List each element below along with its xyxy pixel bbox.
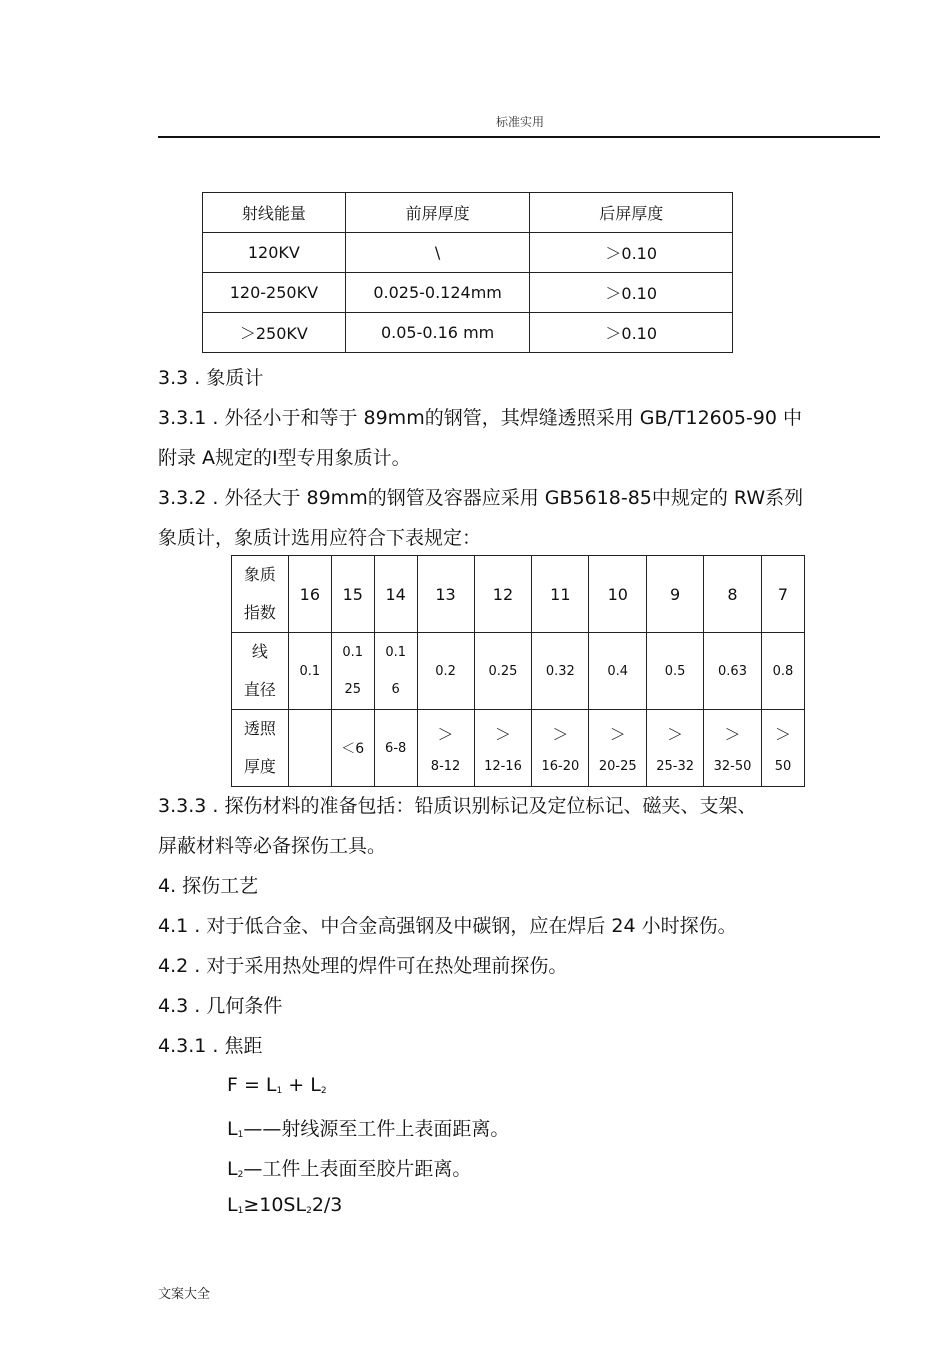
thickness-line: 20-25 xyxy=(598,759,637,774)
row-label xyxy=(232,556,289,633)
thickness-line: ＞ xyxy=(609,725,626,744)
thickness-line: ＞ xyxy=(724,725,741,744)
thickness-cell xyxy=(647,710,704,787)
index-cell: 9 xyxy=(647,556,704,633)
diameter-cell: 0.8 xyxy=(761,633,804,710)
section-3-3-1-line2: 附录 A规定的Ⅰ型专用象质计。 xyxy=(158,447,411,469)
thickness-line: 32-50 xyxy=(713,759,752,774)
thickness-line: ＞ xyxy=(774,725,791,744)
thickness-cell xyxy=(417,710,474,787)
row-label-line: 线 xyxy=(251,642,268,661)
thickness-line: 12-16 xyxy=(484,759,522,774)
index-cell: 14 xyxy=(374,556,417,633)
formula-text: L xyxy=(227,1158,238,1180)
wire-diameter-row xyxy=(232,633,805,710)
thickness-row xyxy=(232,710,805,787)
row-label xyxy=(232,710,289,787)
table-row xyxy=(203,313,733,353)
section-3-3-3-line2: 屏蔽材料等必备探伤工具。 xyxy=(158,835,387,857)
diameter-cell: 0.32 xyxy=(532,633,589,710)
section-4-1: 4.1 . 对于低合金、中合金高强钢及中碳钢，应在焊后 24 小时探伤。 xyxy=(158,915,737,937)
iqi-index-row xyxy=(232,556,805,633)
formula-subscript: 2 xyxy=(320,1086,327,1096)
table-row xyxy=(203,273,733,313)
thickness-cell xyxy=(474,710,532,787)
row-label-line: 指数 xyxy=(243,603,276,622)
formula-text: L xyxy=(227,1118,238,1140)
index-cell: 12 xyxy=(474,556,532,633)
table-cell: ＞0.10 xyxy=(530,313,733,353)
diameter-line: 25 xyxy=(344,682,362,697)
diameter-cell: 0.63 xyxy=(704,633,762,710)
table-row xyxy=(203,233,733,273)
diameter-cell: 0.1 xyxy=(288,633,331,710)
thickness-cell: 6-8 xyxy=(374,710,417,787)
thickness-cell xyxy=(288,710,331,787)
l2-definition xyxy=(227,1154,471,1181)
diameter-cell: 0.5 xyxy=(647,633,704,710)
section-4-3-heading: 4.3 . 几何条件 xyxy=(158,995,283,1017)
diameter-line: 0.1 xyxy=(385,645,406,660)
index-cell: 13 xyxy=(417,556,474,633)
row-label xyxy=(232,633,289,710)
header-rule xyxy=(158,136,880,138)
thickness-line: ＞ xyxy=(667,725,684,744)
index-cell: 16 xyxy=(288,556,331,633)
thickness-line: ＞ xyxy=(437,725,454,744)
section-3-3-2-line1: 3.3.2 . 外径大于 89mm的钢管及容器应采用 GB5618-85中规定的 RW系列 xyxy=(158,487,804,509)
thickness-line: 16-20 xyxy=(541,759,580,774)
thickness-cell xyxy=(704,710,762,787)
thickness-line: 8-12 xyxy=(430,759,461,774)
diameter-cell: 0.25 xyxy=(474,633,532,710)
thickness-line: ＞ xyxy=(494,725,511,744)
table-cell: 120-250KV xyxy=(203,273,346,313)
row-label-line: 透照 xyxy=(243,719,276,738)
table-cell: ＞250KV xyxy=(203,313,346,353)
diameter-line: 0.1 xyxy=(342,645,364,660)
section-4-2: 4.2 . 对于采用热处理的焊件可在热处理前探伤。 xyxy=(158,955,568,977)
table-cell: 120KV xyxy=(203,233,346,273)
thickness-line: 25-32 xyxy=(656,759,695,774)
page-footer: 文案大全 xyxy=(158,1287,211,1302)
screen-thickness-table xyxy=(202,192,733,353)
diameter-cell xyxy=(374,633,417,710)
formula-subscript: 1 xyxy=(237,1206,244,1216)
focal-distance-formula xyxy=(227,1074,327,1096)
l1-condition xyxy=(227,1194,342,1216)
formula-subscript: 1 xyxy=(276,1086,283,1096)
formula-text: + L xyxy=(282,1074,321,1096)
table-cell: 0.05-0.16 mm xyxy=(345,313,530,353)
row-label-line: 厚度 xyxy=(243,757,276,776)
table-cell: 0.025-0.124mm xyxy=(345,273,530,313)
table-cell: ＞0.10 xyxy=(530,273,733,313)
row-label-line: 直径 xyxy=(243,680,276,699)
formula-subscript: 2 xyxy=(237,1170,244,1180)
l1-definition xyxy=(227,1114,509,1141)
diameter-cell: 0.2 xyxy=(417,633,474,710)
section-3-3-1-line1: 3.3.1 . 外径小于和等于 89mm的钢管，其焊缝透照采用 GB/T12605-90 中 xyxy=(158,407,803,429)
section-3-3-3-line1: 3.3.3 . 探伤材料的准备包括：铅质识别标记及定位标记、磁夹、支架、 xyxy=(158,795,757,817)
formula-text: L xyxy=(227,1194,238,1216)
thickness-line: 50 xyxy=(774,759,792,774)
index-cell: 15 xyxy=(331,556,374,633)
section-3-3-heading: 3.3 . 象质计 xyxy=(158,367,264,389)
table-cell: ＞0.10 xyxy=(530,233,733,273)
index-cell: 7 xyxy=(761,556,804,633)
formula-text: ——射线源至工件上表面距离。 xyxy=(243,1118,510,1140)
thickness-line: ＞ xyxy=(552,725,569,744)
header-cell: 射线能量 xyxy=(203,193,346,233)
section-4-3-1-heading: 4.3.1 . 焦距 xyxy=(158,1035,263,1057)
section-3-3-2-line2: 象质计，象质计选用应符合下表规定： xyxy=(158,527,482,549)
index-cell: 11 xyxy=(532,556,589,633)
header-cell: 后屏厚度 xyxy=(530,193,733,233)
page-header: 标准实用 xyxy=(495,115,544,129)
thickness-cell xyxy=(589,710,647,787)
formula-text: F = L xyxy=(227,1074,277,1096)
formula-subscript: 2 xyxy=(306,1206,312,1216)
index-cell: 10 xyxy=(589,556,647,633)
thickness-cell: ＜6 xyxy=(331,710,374,787)
thickness-cell xyxy=(761,710,804,787)
formula-text: ≥10SL xyxy=(243,1194,307,1216)
formula-text: 2/3 xyxy=(311,1194,343,1216)
header-cell: 前屏厚度 xyxy=(345,193,530,233)
formula-text: —工件上表面至胶片距离。 xyxy=(243,1158,472,1180)
diameter-cell xyxy=(331,633,374,710)
thickness-cell xyxy=(532,710,589,787)
diameter-line: 6 xyxy=(391,682,400,697)
section-4-heading: 4. 探伤工艺 xyxy=(158,875,259,897)
table-header-row xyxy=(203,193,733,233)
row-label-line: 象质 xyxy=(243,565,276,584)
index-cell: 8 xyxy=(704,556,762,633)
iqi-selection-table xyxy=(231,555,805,787)
diameter-cell: 0.4 xyxy=(589,633,647,710)
formula-subscript: 1 xyxy=(237,1130,244,1140)
table-cell: \ xyxy=(345,233,530,273)
